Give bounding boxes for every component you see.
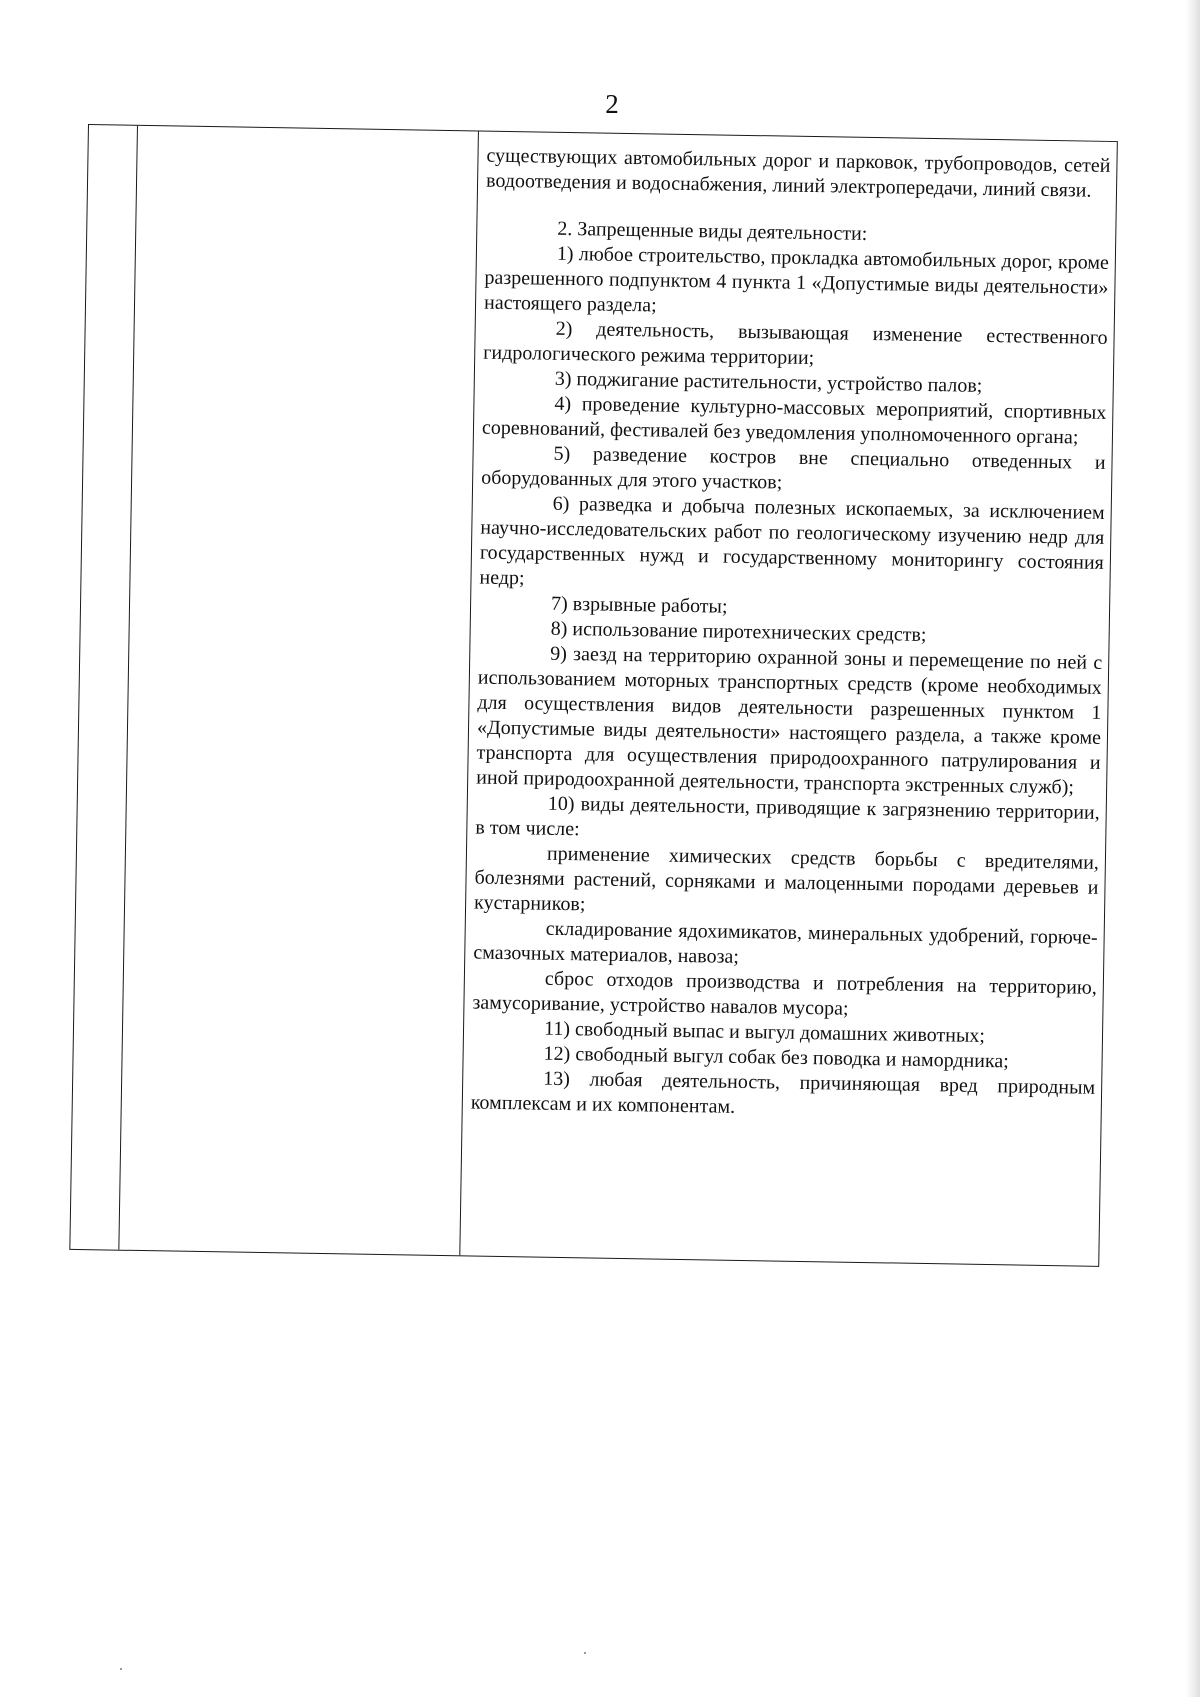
scan-speck — [120, 1668, 122, 1670]
sub-list-item: применение химических средств борьбы с вредителями, болезнями растений, сорняками и малоценными породами деревьев и кустарников; — [473, 842, 1100, 916]
column-divider-1 — [118, 126, 138, 1250]
list-item: 10) виды деятельности, приводящие к загрязнению территории, в том числе: — [475, 792, 1100, 841]
page-number: 2 — [605, 89, 619, 119]
list-item: 6) разведка и добыча полезных ископаемых, за исключением научно-исследовательских работ по геологическому изучению недр для государственных нужд и государственному мониторингу состояния недр; — [479, 492, 1105, 590]
scan-edge-shadow — [1186, 0, 1200, 1697]
restrictions-table — [69, 124, 1118, 1267]
section-heading: 2. Запрещенные виды деятельности: — [557, 217, 868, 245]
sub-list-item: сброс отходов производства и потребления на территорию, замусоривание, устройство навалов мусора; — [472, 967, 1097, 1020]
intro-paragraph: существующих автомобильных дорог и парковок, трубопроводов, сетей водоотведения и водоснабжения, линий электропередачи, линий связи. — [485, 144, 1111, 202]
list-item: 12) свободный выгул собак без поводка и намордника; — [543, 1042, 1010, 1073]
list-item: 7) взрывные работы; — [550, 592, 728, 618]
list-item: 3) поджигание растительности, устройство палов; — [554, 367, 983, 397]
list-item: 9) заезд на территорию охранной зоны и перемещение по ней с использованием моторных транспортных средств (кроме необходимых для осуществления видов деятельности разрешенных пунктом 1 «Допустимые виды деятельности» настоящего раздела, а также кроме транспорта для осуществления природоохранного патрулирования и иной природоохранной деятельности, транспорта экстренных служб); — [476, 642, 1103, 799]
list-item: 5) разведение костров вне специально отведенных и оборудованных для этого участков; — [481, 442, 1106, 494]
list-item: 1) любое строительство, прокладка автомобильных дорог, кроме разрешенного подпунктом 4 пункта 1 «Допустимые виды деятельности» настоящего раздела; — [483, 242, 1110, 317]
scan-speck — [584, 1652, 586, 1654]
list-item: 11) свободный выпас и выгул домашних животных; — [543, 1017, 986, 1047]
list-item: 13) любая деятельность, причиняющая вред природным комплексам и их компонентам. — [470, 1067, 1096, 1118]
list-item: 2) деятельность, вызывающая изменение естественного гидрологического режима территории; — [483, 317, 1108, 370]
right-cell-content — [471, 144, 1111, 1126]
list-item: 8) использование пиротехнических средств; — [550, 617, 927, 646]
sub-list-item: складирование ядохимикатов, минеральных удобрений, горюче-смазочных материалов, навоза; — [473, 917, 1098, 968]
list-item: 4) проведение культурно-массовых мероприятий, спортивных соревнований, фестивалей без уведомления уполномоченного органа; — [481, 392, 1107, 449]
